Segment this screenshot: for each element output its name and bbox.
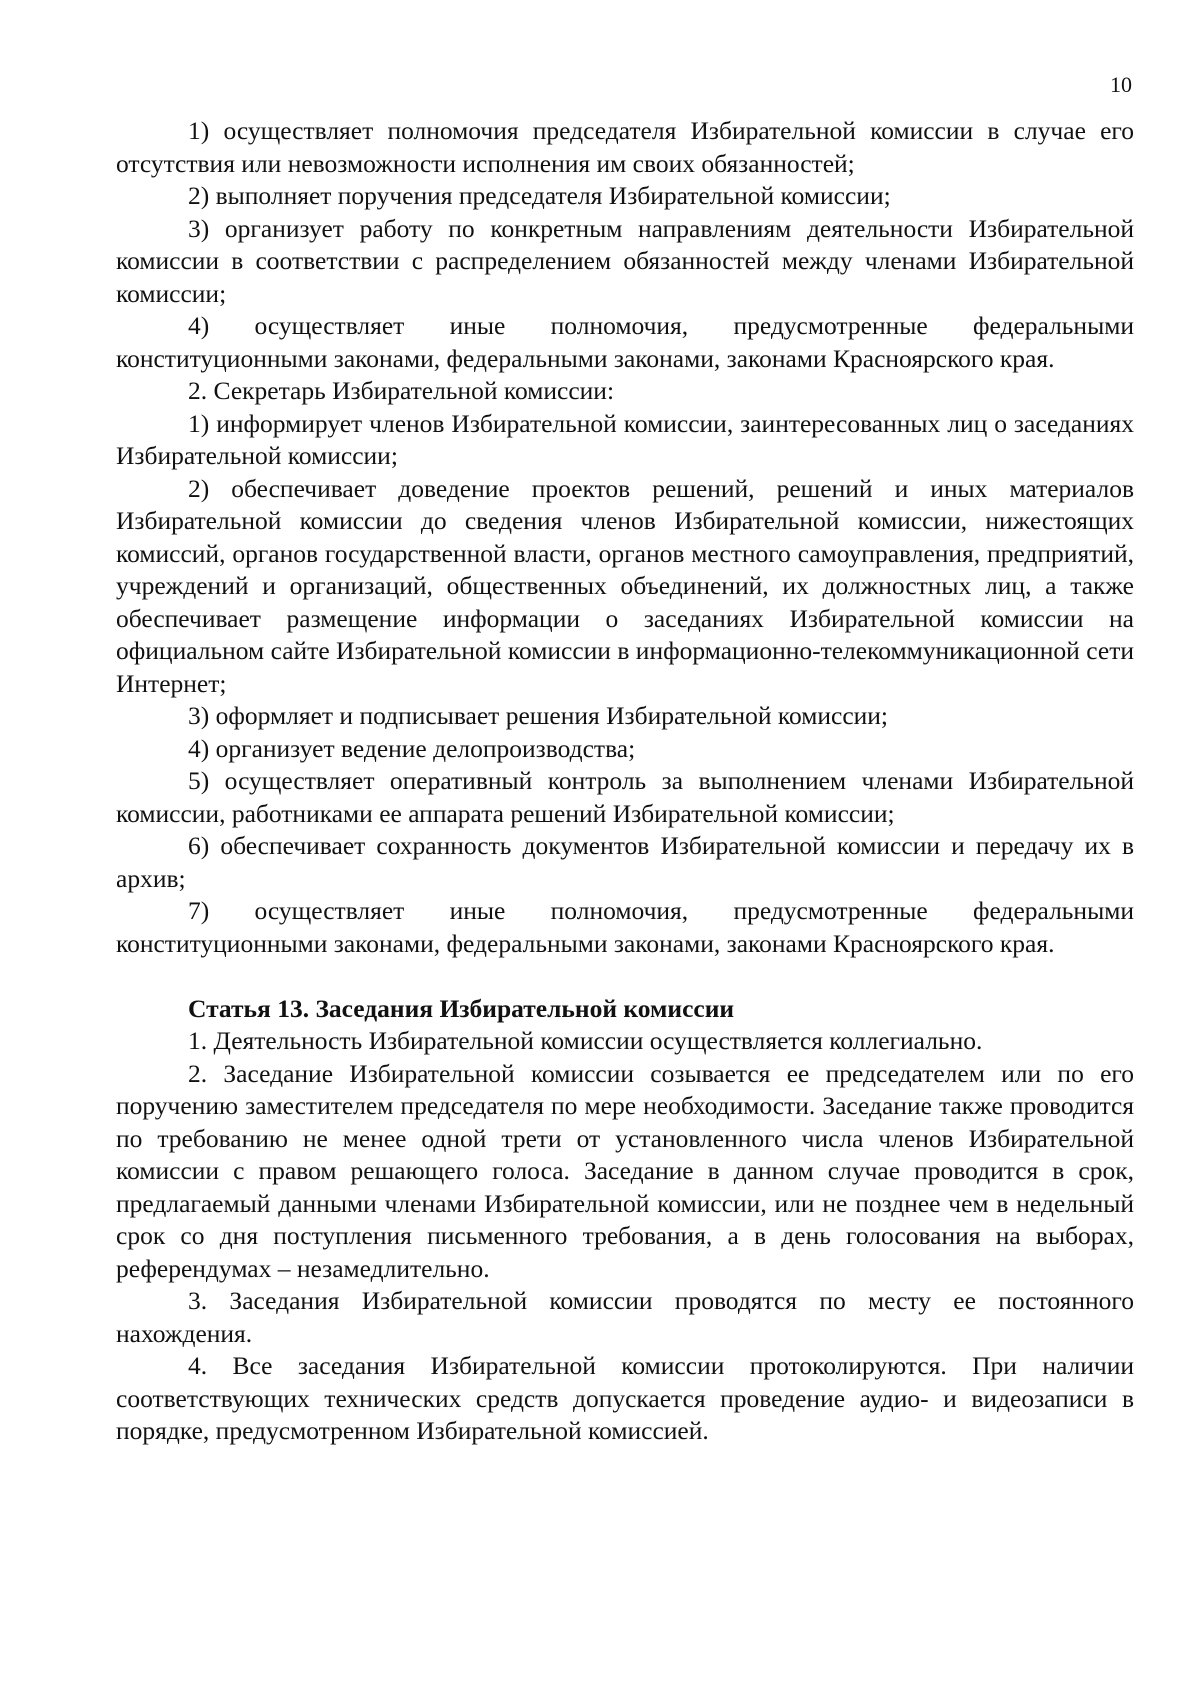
paragraph: 1) информирует членов Избирательной комиссии, заинтересованных лиц о заседаниях Избирательной комиссии; (116, 408, 1134, 470)
paragraph: 4) организует ведение делопроизводства; (188, 733, 636, 763)
paragraph: 1. Деятельность Избирательной комиссии осуществляется коллегиально. (188, 1026, 983, 1055)
paragraph: 4) осуществляет иные полномочия, предусмотренные федеральными конституционными законами, федеральными законами, законами Красноярского края. (116, 311, 1134, 373)
paragraph: 2. Секретарь Избирательной комиссии: (188, 376, 615, 405)
page-number: 10 (1110, 72, 1132, 97)
document-body (116, 115, 1134, 1448)
paragraph: 3) оформляет и подписывает решения Избирательной комиссии; (188, 701, 889, 730)
paragraph: 6) обеспечивает сохранность документов Избирательной комиссии и передачу их в архив; (116, 831, 1134, 893)
paragraph: 3) организует работу по конкретным направлениям деятельности Избирательной комиссии в соответствии с распределением обязанностей между членами Избирательной комиссии; (116, 213, 1134, 308)
paragraph: 4. Все заседания Избирательной комиссии протоколируются. При наличии соответствующих технических средств допускается проведение аудио- и видеозаписи в порядке, предусмотренном Избирательной комиссией. (116, 1351, 1134, 1445)
paragraph: 7) осуществляет иные полномочия, предусмотренные федеральными конституционными законами, федеральными законами, законами Красноярского края. (116, 896, 1134, 958)
paragraph: 2) выполняет поручения председателя Избирательной комиссии; (188, 181, 891, 210)
paragraph: 1) осуществляет полномочия председателя Избирательной комиссии в случае его отсутствия или невозможности исполнения им своих обязанностей; (116, 116, 1134, 178)
article-heading: Статья 13. Заседания Избирательной комиссии (188, 993, 735, 1023)
paragraph: 2. Заседание Избирательной комиссии созывается ее председателем или по его поручению заместителем председателя по мере необходимости. Заседание также проводится по требованию не менее одной трети от установленного числа членов Избирательной комиссии с правом решающего голоса. Заседание в данном случае проводится в срок, предлагаемый данными членами Избирательной комиссии, или не позднее чем в недельный срок со дня поступления письменного требования, а в день голосования на выборах, референдумах – незамедлительно. (116, 1058, 1134, 1283)
paragraph: 5) осуществляет оперативный контроль за выполнением членами Избирательной комиссии, работниками ее аппарата решений Избирательной комиссии; (116, 766, 1134, 828)
paragraph: 3. Заседания Избирательной комиссии проводятся по месту ее постоянного нахождения. (116, 1286, 1134, 1348)
paragraph: 2) обеспечивает доведение проектов решений, решений и иных материалов Избирательной комиссии до сведения членов Избирательной комиссии, нижестоящих комиссий, органов государственной власти, органов местного самоуправления, предприятий, учреждений и организаций, общественных объединений, их должностных лиц, а также обеспечивает размещение информации о заседаниях Избирательной комиссии на официальном сайте Избирательной комиссии в информационно-телекоммуникационной сети Интернет; (116, 473, 1134, 698)
